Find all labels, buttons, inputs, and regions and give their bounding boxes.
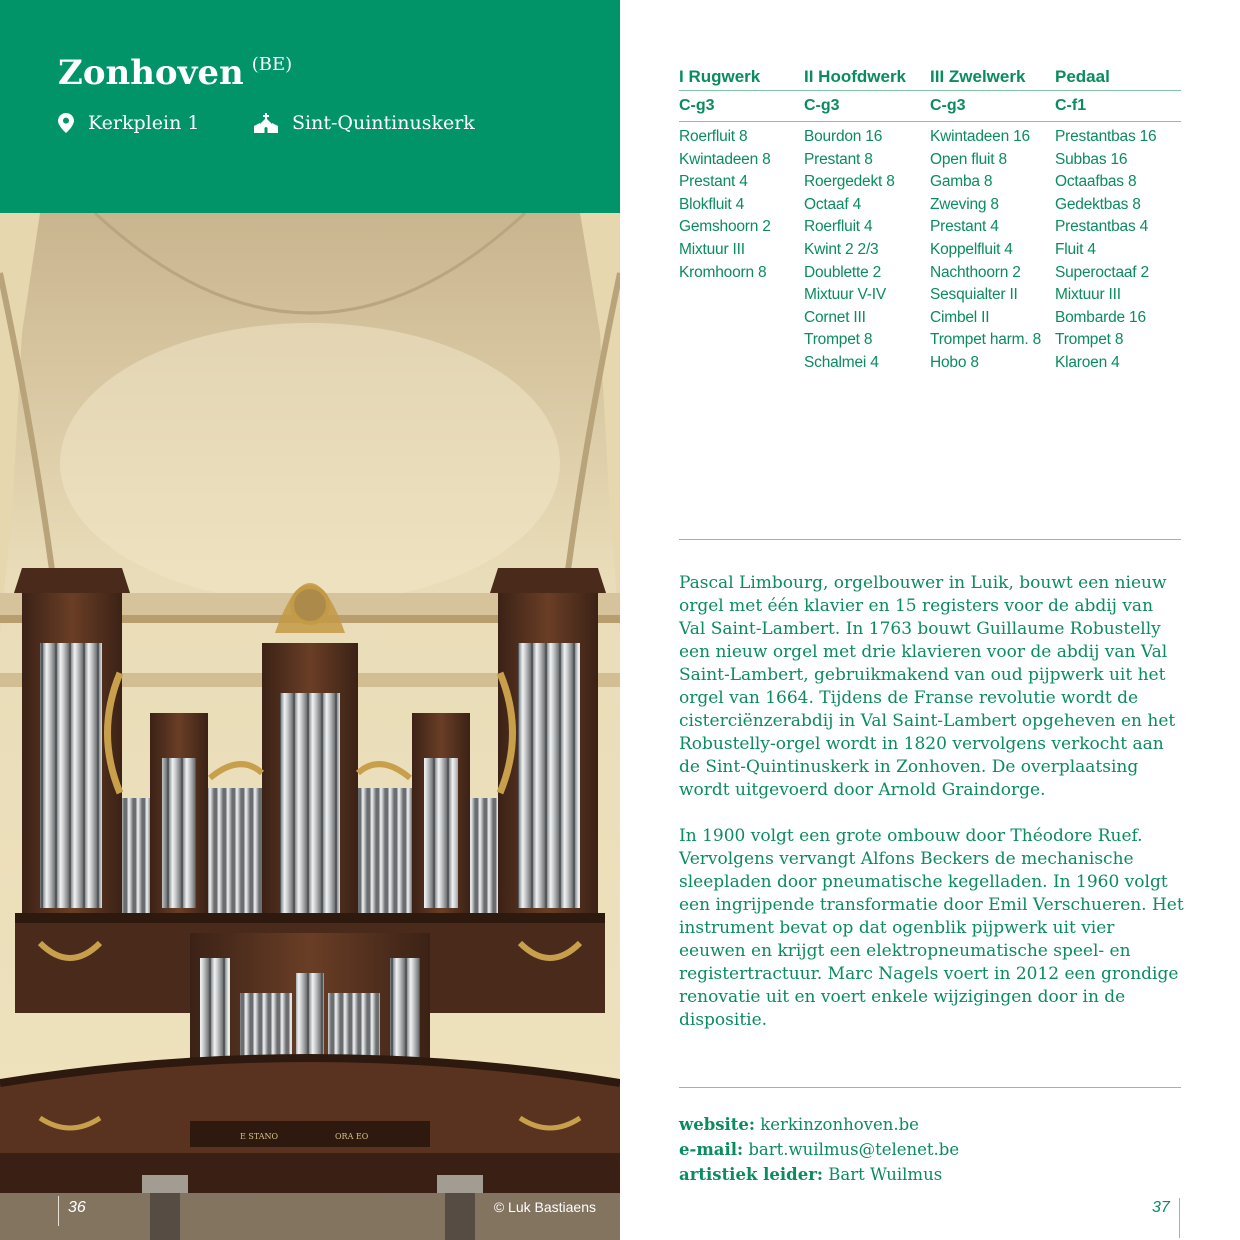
- stop-item: Trompet 8: [1055, 331, 1124, 349]
- contact-block: [679, 1112, 959, 1187]
- stop-item: Nachthoorn 2: [930, 263, 1021, 281]
- organ-disposition: [679, 64, 1181, 375]
- stop-item: Prestant 4: [930, 218, 999, 236]
- stop-item: Kwint 2 2/3: [804, 240, 879, 258]
- stop-item: Subbas 16: [1055, 150, 1128, 168]
- website-line: [679, 1112, 959, 1137]
- stop-item: Kromhoorn 8: [679, 263, 767, 281]
- stop-item: Cornet III: [804, 308, 866, 326]
- division-range: C-g3: [679, 91, 804, 122]
- history-text: [679, 572, 1184, 1055]
- division-name: I Rugwerk: [679, 64, 804, 91]
- stop-item: Bombarde 16: [1055, 308, 1146, 326]
- division-range: C-f1: [1055, 91, 1181, 122]
- organ-photo: [0, 213, 620, 1240]
- address: [58, 112, 199, 134]
- disposition-table: [679, 64, 1181, 375]
- division-name: II Hoofdwerk: [804, 64, 930, 91]
- email-link[interactable]: bart.wuilmus@telenet.be: [748, 1140, 960, 1159]
- stop-item: Roerfluit 8: [679, 128, 748, 145]
- right-page: [620, 0, 1240, 1240]
- stop-item: Trompet harm. 8: [930, 331, 1041, 349]
- stop-item: Doublette 2: [804, 263, 882, 281]
- title-row: [58, 50, 292, 96]
- leader-name: Bart Wuilmus: [828, 1165, 943, 1184]
- email-line: [679, 1137, 959, 1162]
- page-title: Zonhoven: [58, 53, 244, 93]
- stop-item: Superoctaaf 2: [1055, 263, 1149, 281]
- stop-item: Roergedekt 8: [804, 173, 895, 191]
- stop-item: Roerfluit 4: [804, 218, 873, 236]
- stop-item: Trompet 8: [804, 331, 873, 349]
- website-label: website:: [679, 1115, 756, 1134]
- inscription-left: E STANO: [240, 1132, 279, 1141]
- division-column: [804, 64, 930, 375]
- divider-bottom: [679, 1087, 1181, 1088]
- stop-item: Prestantbas 4: [1055, 218, 1149, 236]
- divider-top: [679, 539, 1181, 540]
- division-name: Pedaal: [1055, 64, 1181, 91]
- address-text: Kerkplein 1: [88, 112, 200, 134]
- stop-item: Kwintadeen 16: [930, 128, 1030, 145]
- page-header: [0, 0, 620, 213]
- inscription-right: ORA EO: [335, 1132, 369, 1141]
- stop-item: Mixtuur III: [1055, 286, 1121, 304]
- church-icon: [254, 113, 278, 133]
- division-column: [1055, 64, 1181, 375]
- stop-item: Schalmei 4: [804, 353, 879, 371]
- division-range: C-g3: [804, 91, 930, 122]
- history-paragraph-1: Pascal Limbourg, orgelbouwer in Luik, bouwt een nieuw orgel met één klavier en 15 registers voor de abdij van Val Saint-Lambert. In 1763 bouwt Guillaume Robustelly een nieuw orgel met drie klavieren voor de abdij van Val Saint-Lambert, gebruikmakend van oud pijpwerk uit het orgel van 1664. Tijdens de Franse revolutie wordt de cisterciënzerabdij in Val Saint-Lambert opgeheven en het Robustelly-orgel wordt in 1820 vervolgens verkocht aan de Sint-Quintinuskerk in Zonhoven. De overplaatsing wordt uitgevoerd door Arnold Graindorge.: [679, 573, 1176, 800]
- stop-item: Gedektbas 8: [1055, 195, 1141, 213]
- stop-item: Gamba 8: [930, 173, 993, 191]
- stop-item: Hobo 8: [930, 353, 979, 371]
- stop-item: Octaaf 4: [804, 195, 861, 213]
- stop-item: Mixtuur V-IV: [804, 286, 887, 304]
- history-paragraph-2: In 1900 volgt een grote ombouw door Théodore Ruef. Vervolgens vervangt Alfons Beckers de mechanische sleepladen door pneumatische kegelladen. In 1960 volgt een ingrijpende transformatie door Emil Verschueren. Het instrument bevat op dat ogenblik pijpwerk uit vier eeuwen en krijgt een elektropneumatische speel- en registertractuur. Marc Nagels voert in 2012 een grondige renovatie uit en voert enkele wijzigingen door in de dispositie.: [679, 826, 1184, 1030]
- stop-item: Zweving 8: [930, 195, 999, 213]
- stop-item: Mixtuur III: [679, 240, 745, 258]
- stop-item: Prestant 4: [679, 173, 748, 191]
- page-number-rule-right: [1179, 1198, 1180, 1238]
- country-code: (BE): [251, 54, 293, 75]
- stop-item: Koppelfluit 4: [930, 240, 1013, 258]
- stop-item: Prestantbas 16: [1055, 128, 1157, 145]
- stop-item: Cimbel II: [930, 308, 990, 326]
- stop-item: Open fluit 8: [930, 150, 1007, 168]
- stop-item: Fluit 4: [1055, 240, 1096, 258]
- division-column: [930, 64, 1055, 375]
- page-number-right: 37: [1152, 1199, 1170, 1216]
- email-label: e-mail:: [679, 1140, 744, 1159]
- stop-item: Octaafbas 8: [1055, 173, 1137, 191]
- stop-item: Kwintadeen 8: [679, 150, 771, 168]
- stop-item: Gemshoorn 2: [679, 218, 771, 236]
- stop-list: [679, 122, 804, 284]
- division-range: C-g3: [930, 91, 1055, 122]
- page-number-left: 36: [68, 1199, 86, 1216]
- stop-item: Sesquialter II: [930, 286, 1018, 304]
- stop-item: Klaroen 4: [1055, 353, 1120, 371]
- stop-list: [930, 122, 1055, 375]
- website-link[interactable]: kerkinzonhoven.be: [760, 1115, 919, 1134]
- stop-item: Prestant 8: [804, 150, 873, 168]
- church: [254, 112, 475, 134]
- location-pin-icon: [58, 113, 74, 133]
- photo-credit: © Luk Bastiaens: [493, 1199, 596, 1215]
- division-name: III Zwelwerk: [930, 64, 1055, 91]
- division-column: [679, 64, 804, 375]
- stop-list: [1055, 122, 1181, 375]
- church-name: Sint-Quintinuskerk: [292, 112, 475, 134]
- stop-list: [804, 122, 930, 375]
- leader-label: artistiek leider:: [679, 1165, 823, 1184]
- stop-item: Bourdon 16: [804, 128, 883, 145]
- stop-item: Blokfluit 4: [679, 195, 744, 213]
- leader-line: [679, 1162, 959, 1187]
- page-number-rule-left: [58, 1196, 59, 1226]
